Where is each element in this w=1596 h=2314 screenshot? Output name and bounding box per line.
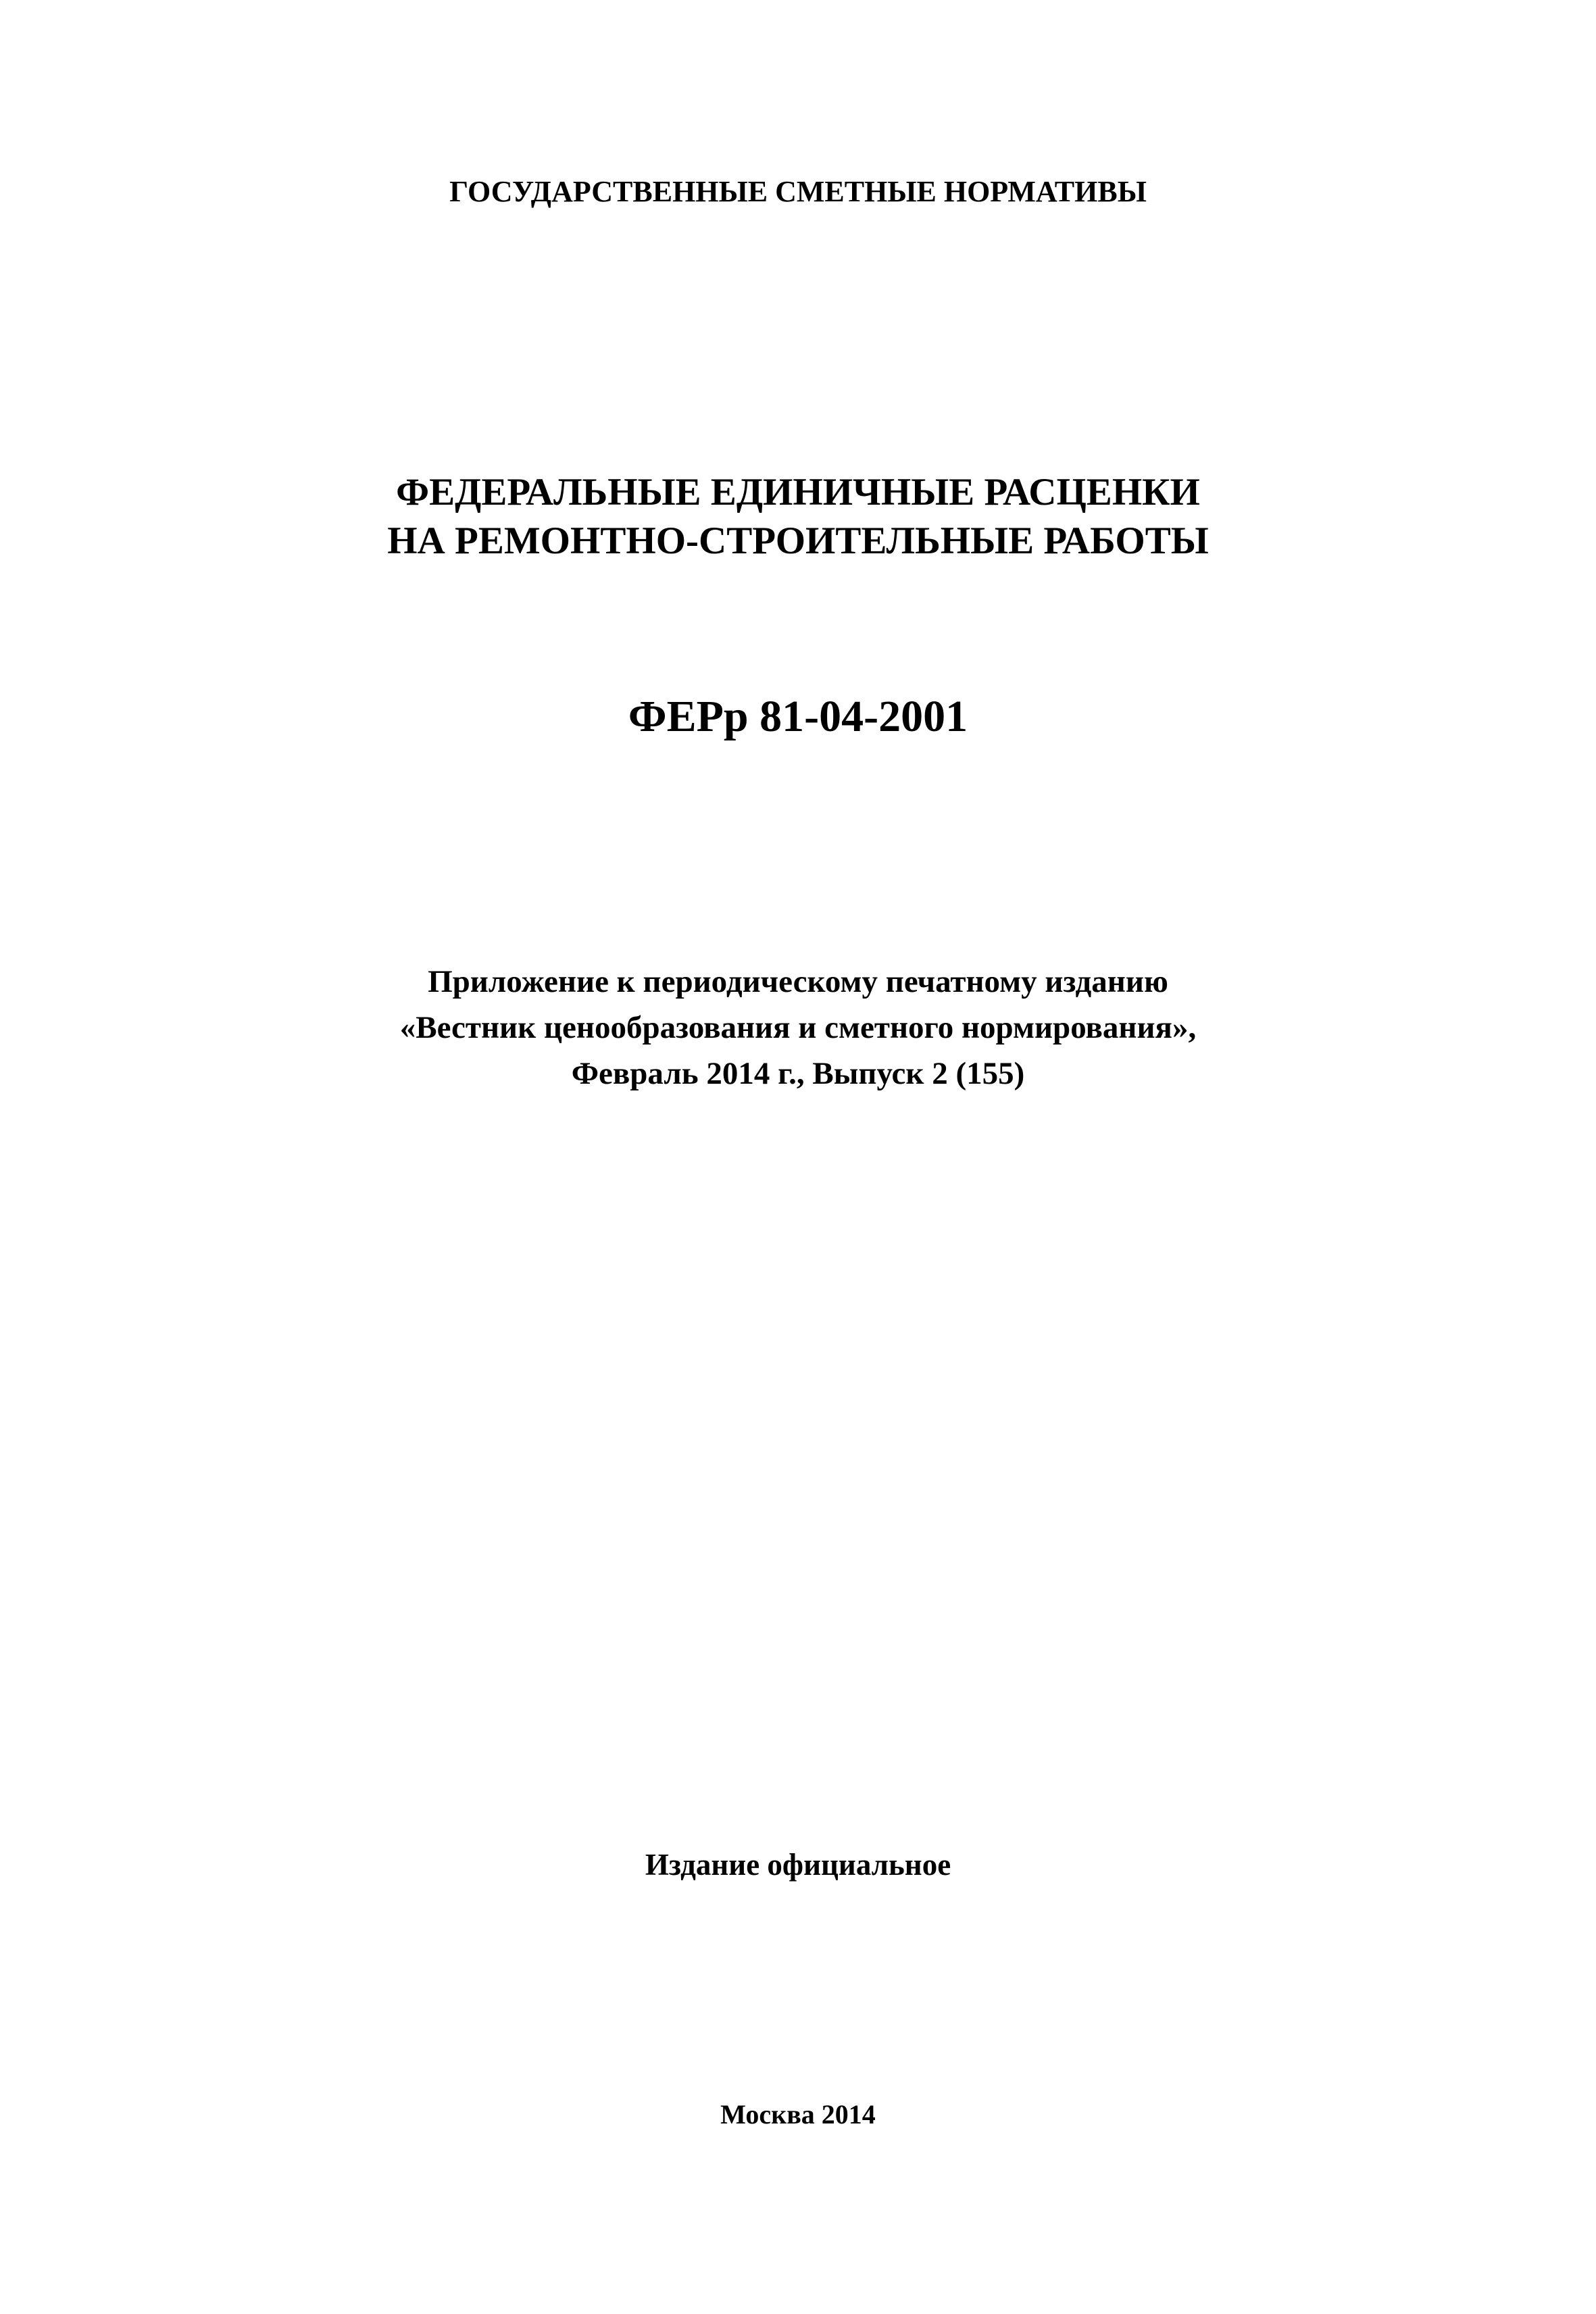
appendix-line-3: Февраль 2014 г., Выпуск 2 (155)	[571, 1056, 1025, 1091]
document-title-line-1: ФЕДЕРАЛЬНЫЕ ЕДИНИЧНЫЕ РАСЦЕНКИ	[396, 471, 1200, 513]
edition-note: Издание официальное	[645, 1848, 951, 1882]
publication-place-year: Москва 2014	[720, 2099, 876, 2130]
document-title-line-2: НА РЕМОНТНО-СТРОИТЕЛЬНЫЕ РАБОТЫ	[387, 520, 1209, 562]
appendix-line-2: «Вестник ценообразования и сметного нормирования»,	[399, 1010, 1197, 1045]
standards-header: ГОСУДАРСТВЕННЫЕ СМЕТНЫЕ НОРМАТИВЫ	[449, 175, 1147, 208]
appendix-line-1: Приложение к периодическому печатному изданию	[428, 964, 1168, 999]
document-code: ФЕРр 81-04-2001	[628, 692, 968, 741]
